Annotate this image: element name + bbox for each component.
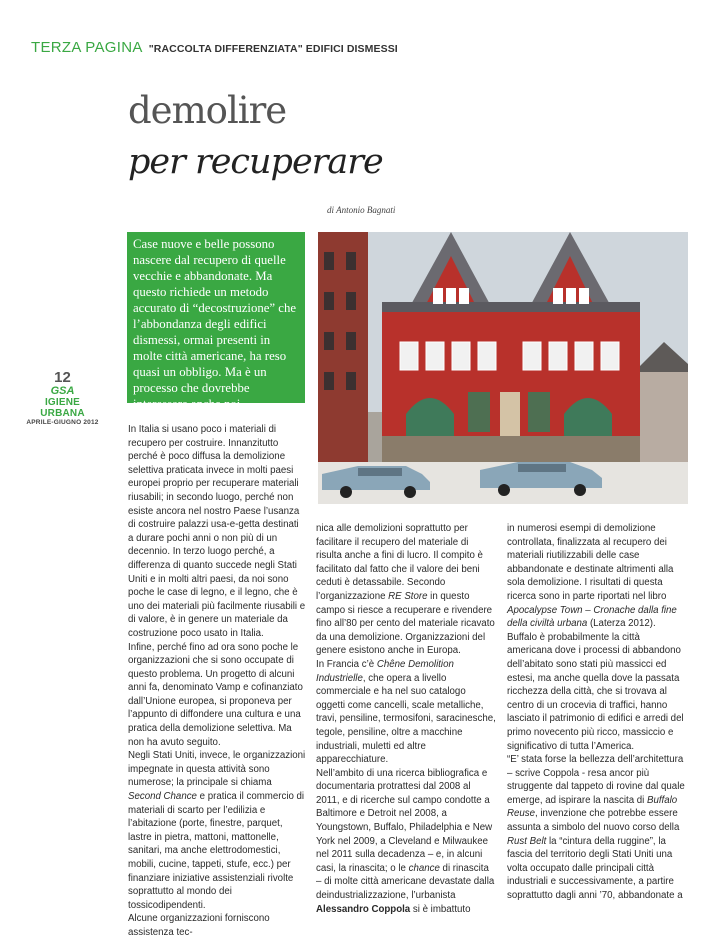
headline-line1: demolire xyxy=(128,89,287,132)
photo-right-house xyxy=(640,372,688,462)
page-number: 12 xyxy=(54,369,71,386)
page-header xyxy=(31,39,398,56)
byline: di Antonio Bagnati xyxy=(327,205,396,215)
paragraph: in numerosi esempi di demolizione controllata, finalizzata al recupero dei materiali riutilizzabili delle case abbandonate e destinate altrimenti alla sola demolizione. I risultati di questa ricerca sono in parte riportati nel libro Apocalypse Town – Cronache dalla fine della civiltà urbana (Laterza 2012). Buffalo è probabilmente la città americana dove i processi di abbandono dell’abitato sono stati più massicci ed estesi, ma anche quella dove la passata ricchezza della città, che si trovava al centro di un crocevia di traffici, hanno lasciato il patrimonio di edifici e arredi del primo novecento più ricco, massiccio e significativo di tutta l’America. xyxy=(507,523,684,752)
building-photo xyxy=(318,232,688,504)
lead-text: Case nuove e belle possono nascere dal recupero di quelle vecchie e abbandonate. Ma questo richiede un metodo accurato di “decostruzione” che l’abbondanza degli edifici dismessi, ormai presenti in molte città americane, ha reso quasi un obbligo. Ma è un processo che dovrebbe interessare anche noi. xyxy=(133,237,297,411)
paragraph: Infine, perché fino ad ora sono poche le organizzazioni che si sono occupate di questo problema. Un progetto di alcuni anni fa, denominato Vamp e cofinanziato dall’Unione europea, si proponeva per l’appunto di diffondere una cultura e una pratica della demolizione selettiva. Ma non ha avuto seguito. xyxy=(128,641,303,748)
lead-box xyxy=(127,232,305,411)
photo-stone-base xyxy=(382,436,640,462)
magazine-name: IGIENE URBANA xyxy=(40,397,85,420)
paragraph: In Italia si usano poco i materiali di recupero per costruire. Innanzitutto perché è poco diffusa la demolizione selettiva praticata invece in molti paesi europei proprio per recuperare materiali riusabili; in secondo luogo, perché non esiste ancora nel nostro Paese l’usanza di costruire palazzi usa-e-getta destinati a durare pochi anni o non più di un decennio. In terzo luogo perché, a differenza di quanto succede negli Stati Uniti e in molti altri paesi, da noi sono poche le case di legno, e il legno, che è uno dei materiali più facilmente riusabili e di valore, è in genere un materiale da costruzione poco usato in Italia. xyxy=(128,424,306,639)
paragraph: nica alle demolizioni soprattutto per facilitare il recupero del materiale di risulta anche a fini di lucro. Il compito è facilitato dal fatto che il valore dei beni ceduti è detassabile. Secondo l’organizzazione RE Store in questo campo si riesce a recuperare e rivendere fino all’80 per cento del materiale ricavato da una demolizione. Organizzazioni del genere esistono anche in Europa. xyxy=(316,523,495,657)
magazine-logo: GSA xyxy=(50,385,75,397)
paragraph: In Francia c’è Chêne Demolition Industrielle, che opera a livello commerciale e ha nel suo catalogo oggetti come cancelli, scale metalliche, travi, pensiline, termosifoni, saracinesche, tegole, pensiline, oltre a macchine industriali, muletti ed altre apparecchiature. xyxy=(316,658,496,766)
body-column-1 xyxy=(128,423,306,940)
paragraph: “E’ stata forse la bellezza dell’architettura – scrive Coppola - resa ancor più struggente dal tappeto di rovine dal quale emerge, ad ispirare la nascita di Buffalo Reuse, invenzione che potrebbe essere assunta a simbolo del nuovo corso della Rust Belt la “cintura della ruggine”, la fascia del territorio degli Stati Uniti una volta occupato dalle principali città industriali e successivamente, a partire soprattutto dagli anni ’70, abbandonate a xyxy=(507,754,685,902)
section-label: TERZA PAGINA xyxy=(31,39,143,56)
paragraph: Nell’ambito di una ricerca bibliografica e documentaria protrattesi dal 2008 al 2011, e di ricerche sul campo condotte a Baltimore e Detroit nel 2008, a Youngstown, Buffalo, Philadelphia e New York nel 2009, a Cleveland e Milwaukee nel 2011 sulla decadenza – e, in alcuni casi, la rinascita; o le chance di rinascita – di molte città americane devastate dalla deindustrializzazione, l’urbanista Alessandro Coppola si è imbattuto xyxy=(316,767,495,915)
page-meta xyxy=(25,370,100,426)
paragraph: Negli Stati Uniti, invece, le organizzazioni impegnate in questa attività sono numerose; la principale si chiama Second Chance e pratica il commercio di materiali di scarto per l’edilizia e l’abitazione (porte, finestre, parquet, lastre in pietra, mattoni, mattonelle, sanitari, ma anche elettrodomestici, mobili, cucine, tappeti, stufe, ecc.) per finanziare iniziative assistenziali rivolte soprattutto al mondo dei tossicodipendenti. xyxy=(128,750,306,911)
issue-date: APRILE-GIUGNO 2012 xyxy=(26,419,99,427)
section-subtitle: "RACCOLTA DIFFERENZIATA" EDIFICI DISMESSI xyxy=(148,43,398,55)
headline-line2: per recuperare xyxy=(128,142,383,182)
building-photo-illustration xyxy=(318,232,688,504)
body-column-3 xyxy=(507,522,687,903)
body-column-2 xyxy=(316,522,496,916)
paragraph: Alcune organizzazioni forniscono assistenza tec- xyxy=(128,913,270,938)
photo-door xyxy=(500,392,520,436)
